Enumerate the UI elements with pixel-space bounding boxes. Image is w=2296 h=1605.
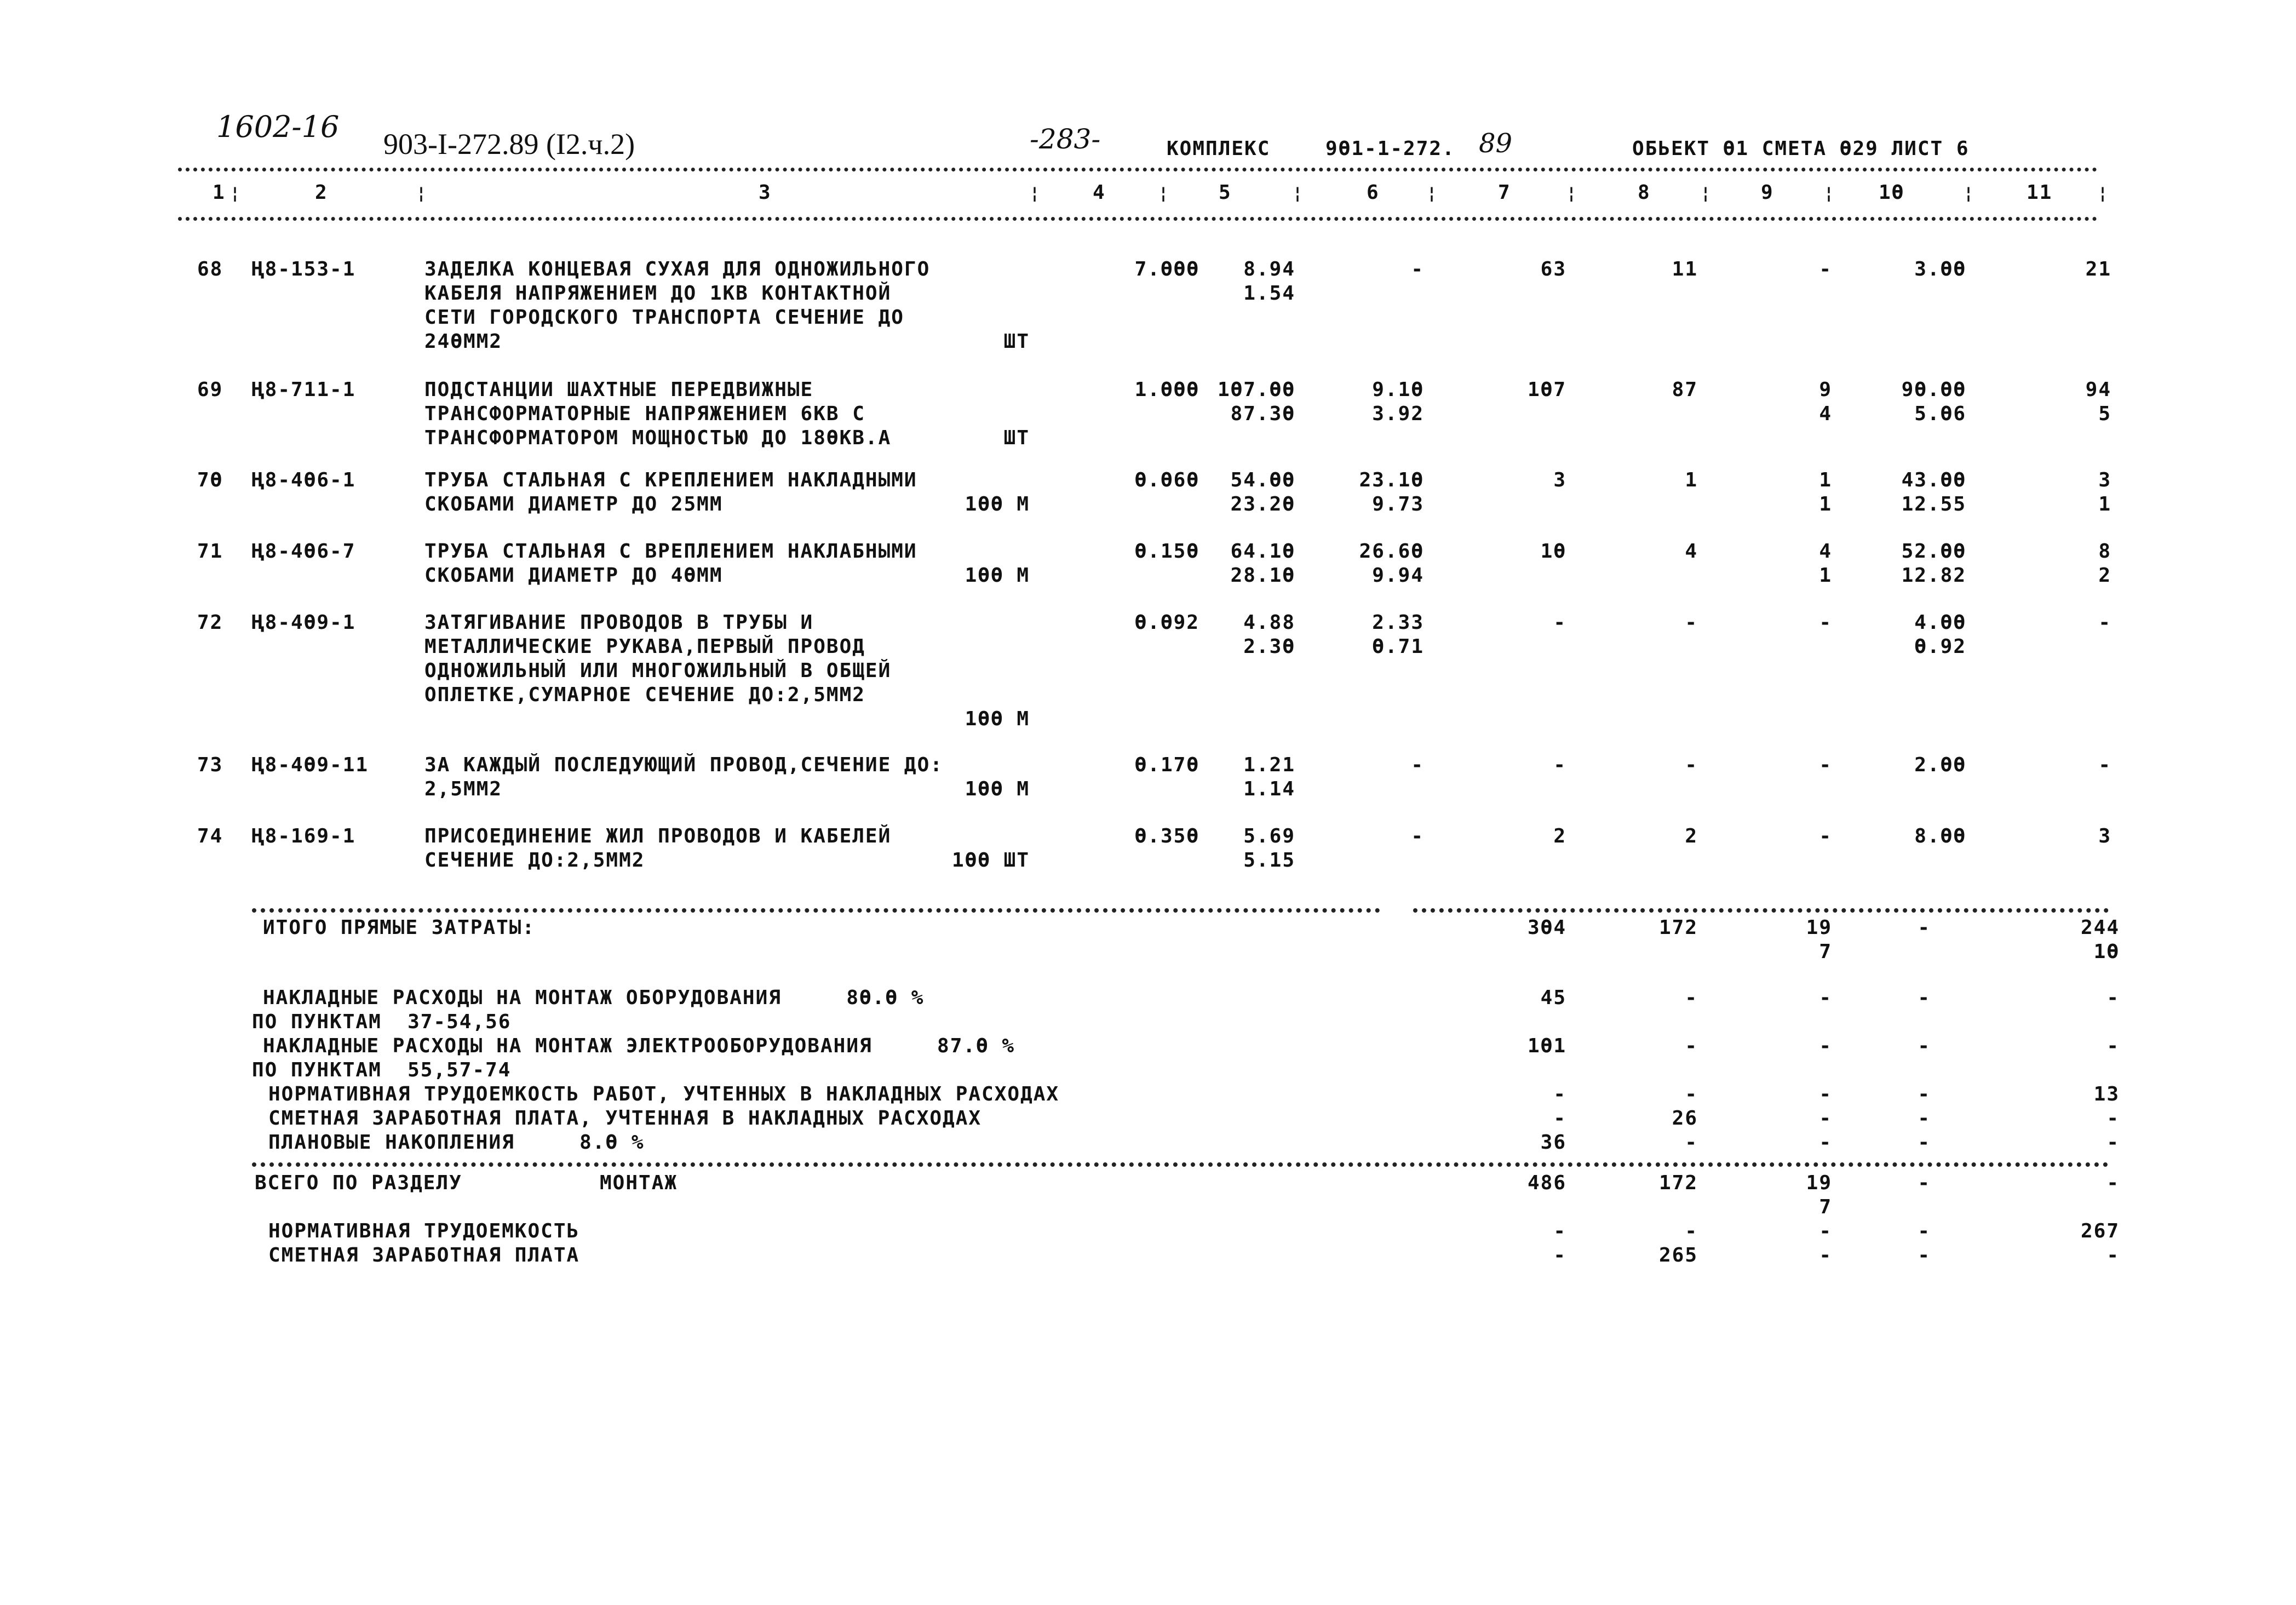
column-header-8: 8 (1638, 181, 1651, 204)
totals-value-c7: 486 (1527, 1172, 1566, 1194)
unit-of-measure: 1ӨӨ М (965, 778, 1030, 800)
unit-cost-value: 87.3Ө (1230, 403, 1295, 425)
labor-norm-value: 9Ө.ӨӨ (1901, 379, 1966, 401)
unit-cost-value: 5.69 (1243, 825, 1295, 847)
column-header-11: 11 (2027, 181, 2053, 204)
unit-cost-value: 54.ӨӨ (1230, 469, 1295, 491)
labor-total-value: 8 (2098, 540, 2111, 563)
column-header-1Ө: 1Ө (1879, 181, 1905, 204)
totals-value-c8: - (1685, 1083, 1698, 1105)
row-number: 74 (197, 825, 223, 847)
work-description-line: ЗАДЕЛКА КОНЦЕВАЯ СУХАЯ ДЛЯ ОДНОЖИЛЬНОГО (424, 258, 931, 280)
column-header-9: 9 (1761, 181, 1774, 204)
totals-value-c7: - (1553, 1220, 1566, 1242)
totals-value-c7: - (1553, 1244, 1566, 1266)
totals-label: ПО ПУНКТАМ 55,57-74 (252, 1059, 512, 1081)
work-description-line: ТРУБА СТАЛЬНАЯ С КРЕПЛЕНИЕМ НАКЛАДНЫМИ (424, 469, 917, 491)
machine-cost-value: - (1411, 754, 1424, 776)
totals-value-c11: 13 (2093, 1083, 2120, 1105)
labor-norm-value: 43.ӨӨ (1901, 469, 1966, 491)
totals-value-c9: 19 (1806, 1172, 1832, 1194)
totals-value-c9: - (1819, 987, 1832, 1009)
totals-value-c11: 1Ө (2093, 941, 2120, 963)
row-number: 7Ө (197, 469, 223, 491)
machine-total-value: - (1819, 611, 1832, 634)
column-header-1: 1 (213, 181, 226, 204)
totals-value-c9: - (1819, 1035, 1832, 1057)
labor-total-value: 1 (2098, 493, 2111, 515)
quantity: Ө.Ө92 (1134, 611, 1199, 634)
machine-total-value: 4 (1819, 403, 1832, 425)
totals-value-c10: - (1918, 916, 1931, 939)
totals-value-c10: - (1918, 1172, 1931, 1194)
totals-value-c8: 172 (1658, 916, 1698, 939)
totals-value-c9: - (1819, 1083, 1832, 1105)
totals-label: ПО ПУНКТАМ 37-54,56 (252, 1011, 512, 1033)
machine-cost-value: 3.92 (1372, 403, 1424, 425)
total-cost: 1Ө (1540, 540, 1566, 563)
machine-total-value: 1 (1819, 493, 1832, 515)
totals-value-c11: - (2106, 1244, 2120, 1266)
column-separator-mark: ¦ (1030, 184, 1041, 203)
labor-total-value: - (2098, 754, 2111, 776)
document-code: 903-I-272.89 (I2.ч.2) (383, 128, 635, 160)
machine-cost-value: 9.73 (1372, 493, 1424, 515)
machine-total-value: 4 (1819, 540, 1832, 563)
totals-value-c10: - (1918, 1107, 1931, 1130)
total-cost: 2 (1553, 825, 1566, 847)
total-cost: 1Ө7 (1527, 379, 1566, 401)
totals-separator-right (1413, 908, 2109, 913)
machine-cost-value: 9.94 (1372, 564, 1424, 587)
work-description-line: ОДНОЖИЛЬНЫЙ ИЛИ МНОГОЖИЛЬНЫЙ В ОБЩЕЙ (424, 660, 892, 682)
unit-cost-value: 1.54 (1243, 282, 1295, 305)
header-bottom-rule (178, 217, 2098, 221)
totals-label: СМЕТНАЯ ЗАРАБОТНАЯ ПЛАТА, УЧТЕННАЯ В НАКЛАДНЫХ РАСХОДАХ (268, 1107, 982, 1130)
labor-total-value: - (2098, 611, 2111, 634)
totals-value-c7: 1Ө1 (1527, 1035, 1566, 1057)
resource-code: Ң8-4Ө9-11 (252, 754, 369, 776)
section-total-separator (252, 1162, 2109, 1167)
totals-label: ИТОГО ПРЯМЫЕ ЗАТРАТЫ: (263, 916, 536, 939)
labor-norm-value: Ө.92 (1914, 635, 1966, 658)
machine-total-value: - (1819, 825, 1832, 847)
labor-norm-value: 2.ӨӨ (1914, 754, 1966, 776)
work-description-line: СЕЧЕНИЕ ДО:2,5ММ2 (424, 849, 645, 872)
quantity: Ө.17Ө (1134, 754, 1199, 776)
machine-cost-value: - (1411, 258, 1424, 280)
resource-code: Ң8-169-1 (252, 825, 356, 847)
object-info: ОБЬЕКТ Ө1 СМЕТА Ө29 ЛИСТ 6 (1632, 137, 1970, 160)
work-description-line: ЗА КАЖДЫЙ ПОСЛЕДУЮЩИЙ ПРОВОД,СЕЧЕНИЕ ДО: (424, 754, 943, 776)
labor-total-value: 3 (2098, 469, 2111, 491)
work-description-line: ПРИСОЕДИНЕНИЕ ЖИЛ ПРОВОДОВ И КАБЕЛЕЙ (424, 825, 892, 847)
totals-label: НАКЛАДНЫЕ РАСХОДЫ НА МОНТАЖ ЭЛЕКТРООБОРУДОВАНИЯ 87.Ө % (263, 1035, 1015, 1057)
labor-total-value: 94 (2085, 379, 2111, 401)
labor-norm-value: 3.ӨӨ (1914, 258, 1966, 280)
unit-of-measure: ШТ (1003, 330, 1030, 353)
machine-total-value: - (1819, 258, 1832, 280)
work-description-line: 24ӨММ2 (424, 330, 503, 353)
work-description-line: ОПЛЕТКЕ,СУМАРНОЕ СЕЧЕНИЕ ДО:2,5ММ2 (424, 684, 865, 706)
row-number: 73 (197, 754, 223, 776)
total-cost: - (1553, 754, 1566, 776)
totals-value-c10: - (1918, 1244, 1931, 1266)
labor-norm-value: 8.ӨӨ (1914, 825, 1966, 847)
column-header-4: 4 (1093, 181, 1106, 204)
column-separator-mark: ¦ (1427, 184, 1438, 203)
total-cost: 63 (1540, 258, 1566, 280)
column-separator-mark: ¦ (1293, 184, 1304, 203)
unit-of-measure: 1ӨӨ М (965, 564, 1030, 587)
totals-value-c7: - (1553, 1107, 1566, 1130)
unit-of-measure: 1ӨӨ М (965, 708, 1030, 730)
column-separator-mark: ¦ (2098, 184, 2109, 203)
resource-code: Ң8-4Ө6-7 (252, 540, 356, 563)
quantity: Ө.Ө6Ө (1134, 469, 1199, 491)
totals-value-c11: - (2106, 1172, 2120, 1194)
totals-value-c10: - (1918, 1035, 1931, 1057)
totals-value-c8: - (1685, 987, 1698, 1009)
labor-total-value: 21 (2085, 258, 2111, 280)
totals-value-c9: - (1819, 1107, 1832, 1130)
machine-cost-value: Ө.71 (1372, 635, 1424, 658)
totals-value-c8: - (1685, 1220, 1698, 1242)
labor-norm-value: 52.ӨӨ (1901, 540, 1966, 563)
column-separator-mark: ¦ (230, 184, 242, 203)
column-separator-mark: ¦ (416, 184, 428, 203)
unit-cost-value: 28.1Ө (1230, 564, 1295, 587)
machine-total-value: 1 (1819, 564, 1832, 587)
column-header-6: 6 (1367, 181, 1380, 204)
totals-value-c8: - (1685, 1131, 1698, 1154)
totals-value-c9: 7 (1819, 1196, 1832, 1218)
unit-cost-value: 8.94 (1243, 258, 1295, 280)
unit-of-measure: 1ӨӨ М (965, 493, 1030, 515)
machine-total-value: - (1819, 754, 1832, 776)
totals-value-c7: - (1553, 1083, 1566, 1105)
section-name: МОНТАЖ (600, 1172, 678, 1194)
header-top-rule (178, 168, 2098, 171)
machine-cost-value: 9.1Ө (1372, 379, 1424, 401)
totals-value-c9: 19 (1806, 916, 1832, 939)
quantity: Ө.15Ө (1134, 540, 1199, 563)
work-description-line: 2,5ММ2 (424, 778, 503, 800)
work-description-line: ТРУБА СТАЛЬНАЯ С ВРЕПЛЕНИЕМ НАКЛАБНЫМИ (424, 540, 917, 563)
wage-cost: - (1685, 611, 1698, 634)
work-description-line: СЕТИ ГОРОДСКОГО ТРАНСПОРТА СЕЧЕНИЕ ДО (424, 306, 904, 329)
total-cost: 3 (1553, 469, 1566, 491)
unit-cost-value: 1Ө7.ӨӨ (1217, 379, 1295, 401)
column-separator-mark: ¦ (1566, 184, 1578, 203)
work-description-line: ТРАНСФОРМАТОРНЫЕ НАПРЯЖЕНИЕМ 6КВ С (424, 403, 865, 425)
machine-cost-value: 2.33 (1372, 611, 1424, 634)
wage-cost: - (1685, 754, 1698, 776)
row-number: 72 (197, 611, 223, 634)
totals-separator-left (252, 908, 1380, 913)
total-cost: - (1553, 611, 1566, 634)
totals-label: НАКЛАДНЫЕ РАСХОДЫ НА МОНТАЖ ОБОРУДОВАНИЯ 8Ө.Ө % (263, 987, 925, 1009)
totals-value-c7: 3Ө4 (1527, 916, 1566, 939)
labor-total-value: 5 (2098, 403, 2111, 425)
column-separator-mark: ¦ (1158, 184, 1170, 203)
wage-cost: 1 (1685, 469, 1698, 491)
column-header-2: 2 (315, 181, 328, 204)
labor-norm-value: 4.ӨӨ (1914, 611, 1966, 634)
totals-value-c9: - (1819, 1131, 1832, 1154)
work-description-line: СКОБАМИ ДИАМЕТР ДО 4ӨММ (424, 564, 723, 587)
totals-value-c11: - (2106, 1131, 2120, 1154)
labor-total-value: 2 (2098, 564, 2111, 587)
labor-norm-value: 5.Ө6 (1914, 403, 1966, 425)
page-marker: -283- (1030, 123, 1101, 155)
totals-label: СМЕТНАЯ ЗАРАБОТНАЯ ПЛАТА (268, 1244, 580, 1266)
resource-code: Ң8-711-1 (252, 379, 356, 401)
totals-value-c9: - (1819, 1220, 1832, 1242)
labor-norm-value: 12.82 (1901, 564, 1966, 587)
labor-norm-value: 12.55 (1901, 493, 1966, 515)
totals-value-c9: 7 (1819, 941, 1832, 963)
row-number: 69 (197, 379, 223, 401)
totals-label: ВСЕГО ПО РАЗДЕЛУ (255, 1172, 462, 1194)
column-separator-mark: ¦ (1964, 184, 1975, 203)
totals-value-c10: - (1918, 1083, 1931, 1105)
totals-value-c10: - (1918, 987, 1931, 1009)
wage-cost: 2 (1685, 825, 1698, 847)
machine-total-value: 9 (1819, 379, 1832, 401)
wage-cost: 11 (1672, 258, 1698, 280)
unit-of-measure: 1ӨӨ ШТ (951, 849, 1030, 872)
work-description-line: КАБЕЛЯ НАПРЯЖЕНИЕМ ДО 1КВ КОНТАКТНОЙ (424, 282, 892, 305)
machine-cost-value: 26.6Ө (1359, 540, 1424, 563)
column-header-7: 7 (1498, 181, 1511, 204)
complex-code-handwritten: 89 (1479, 128, 1513, 159)
handwritten-reference: 1602-16 (216, 110, 340, 144)
machine-total-value: 1 (1819, 469, 1832, 491)
unit-cost-value: 5.15 (1243, 849, 1295, 872)
quantity: 1.ӨӨӨ (1134, 379, 1199, 401)
totals-label: НОРМАТИВНАЯ ТРУДОЕМКОСТЬ РАБОТ, УЧТЕННЫХ В НАКЛАДНЫХ РАСХОДАХ (268, 1083, 1060, 1105)
totals-value-c7: 36 (1540, 1131, 1566, 1154)
machine-cost-value: - (1411, 825, 1424, 847)
totals-value-c11: - (2106, 1035, 2120, 1057)
work-description-line: СКОБАМИ ДИАМЕТР ДО 25ММ (424, 493, 723, 515)
totals-value-c8: - (1685, 1035, 1698, 1057)
totals-value-c8: 265 (1658, 1244, 1698, 1266)
work-description-line: ЗАТЯГИВАНИЕ ПРОВОДОВ В ТРУБЫ И (424, 611, 814, 634)
resource-code: Ң8-4Ө6-1 (252, 469, 356, 491)
machine-cost-value: 23.1Ө (1359, 469, 1424, 491)
row-number: 68 (197, 258, 223, 280)
unit-cost-value: 1.21 (1243, 754, 1295, 776)
column-separator-mark: ¦ (1701, 184, 1712, 203)
quantity: Ө.35Ө (1134, 825, 1199, 847)
row-number: 71 (197, 540, 223, 563)
unit-of-measure: ШТ (1003, 427, 1030, 449)
resource-code: Ң8-153-1 (252, 258, 356, 280)
column-separator-mark: ¦ (1824, 184, 1835, 203)
unit-cost-value: 23.2Ө (1230, 493, 1295, 515)
unit-cost-value: 2.3Ө (1243, 635, 1295, 658)
unit-cost-value: 1.14 (1243, 778, 1295, 800)
quantity: 7.ӨӨӨ (1134, 258, 1199, 280)
work-description-line: ПОДСТАНЦИИ ШАХТНЫЕ ПЕРЕДВИЖНЫЕ (424, 379, 814, 401)
column-header-3: 3 (759, 181, 772, 204)
totals-label: ПЛАНОВЫЕ НАКОПЛЕНИЯ 8.Ө % (268, 1131, 645, 1154)
totals-value-c8: 26 (1672, 1107, 1698, 1130)
totals-value-c11: - (2106, 987, 2120, 1009)
totals-value-c11: 244 (2080, 916, 2120, 939)
totals-value-c9: - (1819, 1244, 1832, 1266)
work-description-line: МЕТАЛЛИЧЕСКИЕ РУКАВА,ПЕРВЫЙ ПРОВОД (424, 635, 865, 658)
totals-value-c10: - (1918, 1131, 1931, 1154)
totals-label: НОРМАТИВНАЯ ТРУДОЕМКОСТЬ (268, 1220, 580, 1242)
totals-value-c11: - (2106, 1107, 2120, 1130)
totals-value-c11: 267 (2080, 1220, 2120, 1242)
labor-total-value: 3 (2098, 825, 2111, 847)
unit-cost-value: 4.88 (1243, 611, 1295, 634)
totals-value-c10: - (1918, 1220, 1931, 1242)
resource-code: Ң8-4Ө9-1 (252, 611, 356, 634)
wage-cost: 4 (1685, 540, 1698, 563)
unit-cost-value: 64.1Ө (1230, 540, 1295, 563)
work-description-line: ТРАНСФОРМАТОРОМ МОЩНОСТЬЮ ДО 18ӨКВ.А (424, 427, 892, 449)
complex-code: 9Ө1-1-272. (1325, 137, 1455, 160)
complex-label: КОМПЛЕКС (1167, 137, 1271, 160)
column-header-5: 5 (1219, 181, 1232, 204)
wage-cost: 87 (1672, 379, 1698, 401)
totals-value-c8: 172 (1658, 1172, 1698, 1194)
totals-value-c7: 45 (1540, 987, 1566, 1009)
